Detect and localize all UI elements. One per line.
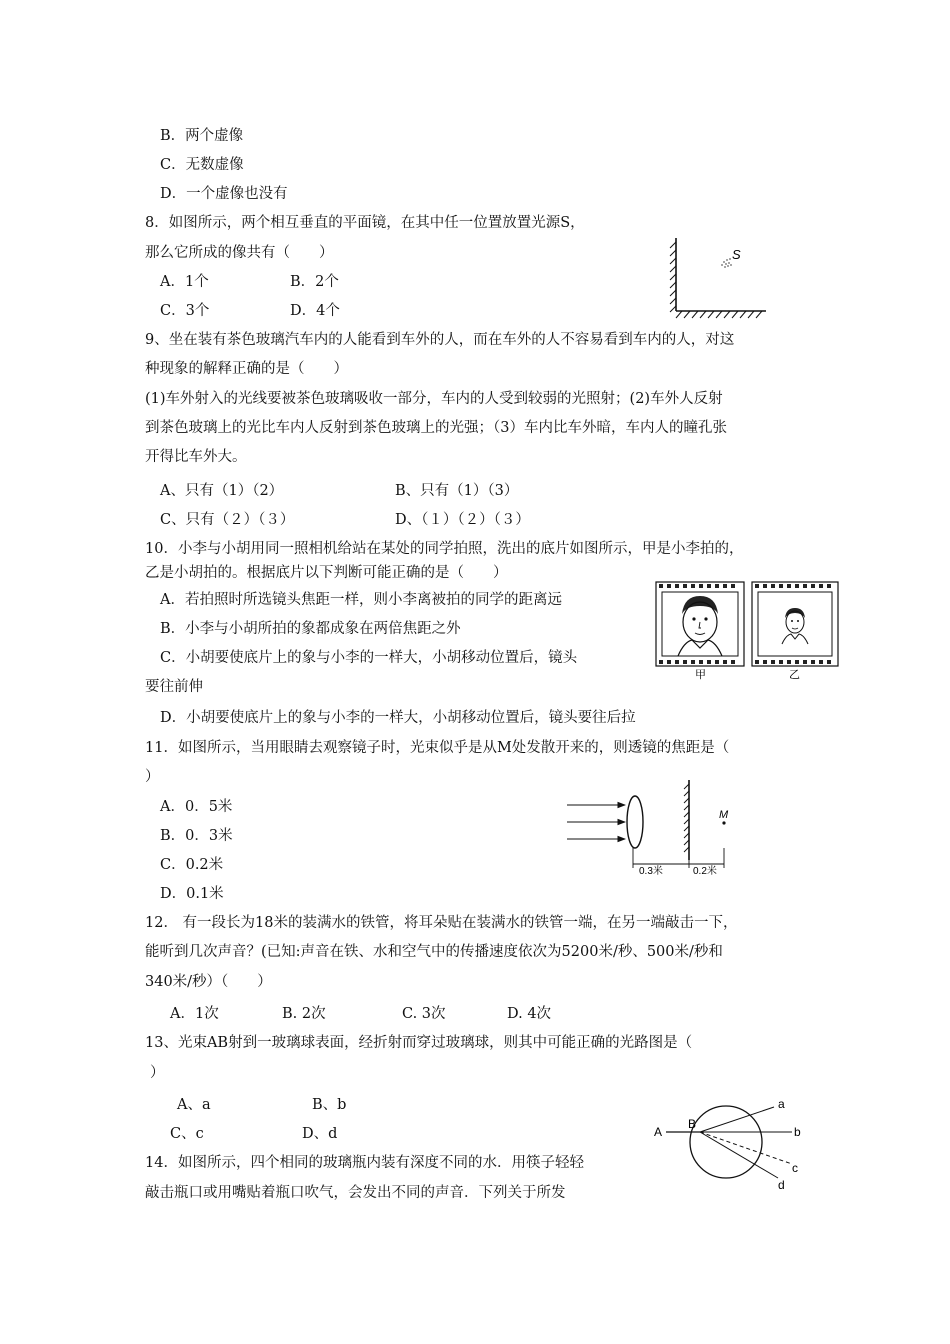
- question-11-line2: ）: [145, 769, 160, 785]
- option-9c: C、只有（２）（３）: [160, 512, 295, 528]
- option-13a: A、a: [177, 1097, 211, 1113]
- option-7c: C．无数虚像: [160, 157, 244, 173]
- option-12d: D. 4次: [507, 1006, 552, 1022]
- question-12-line1: 12． 有一段长为18米的装满水的铁管，将耳朵贴在装满水的铁管一端，在另一端敲击一下，: [145, 915, 738, 931]
- glass-ball-figure: [650, 1096, 806, 1192]
- source-s-label: S: [732, 247, 741, 262]
- option-10c-line1: C．小胡要使底片上的象与小李的一样大，小胡移动位置后，镜头: [160, 650, 578, 666]
- option-9d: D、（１）（２）（３）: [395, 512, 530, 528]
- option-9a: A、只有（1）（2）: [160, 483, 284, 499]
- option-10d: D．小胡要使底片上的象与小李的一样大，小胡移动位置后，镜头要往后拉: [160, 710, 636, 726]
- option-9b: B、只有（1）（3）: [395, 483, 519, 499]
- option-7b: B．两个虚像: [160, 128, 244, 144]
- label-b-point: B: [688, 1117, 697, 1131]
- question-10-line1: 10．小李与小胡用同一照相机给站在某处的同学拍照，洗出的底片如图所示，甲是小李拍的，: [145, 541, 744, 557]
- label-ray-d: d: [778, 1178, 785, 1192]
- question-13-line2: ）: [150, 1065, 165, 1081]
- question-9-line5: 开得比车外大。: [145, 449, 247, 465]
- option-12b: B. 2次: [282, 1006, 326, 1022]
- question-13-line1: 13、光束AB射到一玻璃球表面，经折射而穿过玻璃球，则其中可能正确的光路图是（: [145, 1035, 693, 1051]
- option-8b: B．2个: [290, 274, 339, 290]
- option-10c-line2: 要往前伸: [145, 679, 203, 695]
- option-11b: B．0．3米: [160, 828, 233, 844]
- label-jia: 甲: [695, 669, 706, 680]
- option-11a: A．0．5米: [160, 799, 233, 815]
- option-11d: D．0.1米: [160, 886, 224, 902]
- question-8-line2: 那么它所成的像共有（ ）: [145, 245, 334, 261]
- option-12a: A．1次: [170, 1006, 219, 1022]
- question-12-line3: 340米/秒）（ ）: [145, 974, 272, 990]
- option-7d: D．一个虚像也没有: [160, 186, 288, 202]
- distance-left-label: 0.3米: [639, 866, 663, 877]
- question-12-line2: 能听到几次声音？(已知:声音在铁、水和空气中的传播速度依次为5200米/秒、500米/秒和: [145, 944, 723, 960]
- option-11c: C．0.2米: [160, 857, 224, 873]
- label-a-point: A: [654, 1125, 663, 1139]
- question-9-line4: 到茶色玻璃上的光比车内人反射到茶色玻璃上的光强；（3）车内比车外暗，车内人的瞳孔张: [145, 420, 727, 436]
- label-ray-a: a: [778, 1097, 785, 1111]
- label-ray-c: c: [792, 1161, 798, 1175]
- option-13b: B、b: [312, 1097, 347, 1113]
- point-m-label: M: [719, 809, 729, 821]
- question-9-line2: 种现象的解释正确的是（ ）: [145, 361, 348, 377]
- label-yi: 乙: [789, 669, 800, 680]
- option-13c: C、c: [170, 1126, 204, 1142]
- question-9-line1: 9、坐在装有茶色玻璃汽车内的人能看到车外的人，而在车外的人不容易看到车内的人，对这: [145, 332, 735, 348]
- option-10a: A．若拍照时所选镜头焦距一样，则小李离被拍的同学的距离远: [160, 592, 562, 608]
- option-8d: D．4个: [290, 303, 340, 319]
- question-9-line3: (1)车外射入的光线要被茶色玻璃吸收一部分，车内的人受到较弱的光照射；(2)车外人反射: [145, 391, 723, 407]
- question-14-line2: 敲击瓶口或用嘴贴着瓶口吹气，会发出不同的声音．下列关于所发: [145, 1185, 566, 1201]
- lens-mirror-figure: [565, 778, 745, 878]
- option-10b: B．小李与小胡所拍的象都成象在两倍焦距之外: [160, 621, 461, 637]
- question-11-line1: 11．如图所示，当用眼睛去观察镜子时，光束似乎是从M处发散开来的，则透镜的焦距是（: [145, 740, 730, 756]
- option-8a: A．1个: [160, 274, 209, 290]
- mirror-corner-figure: [668, 234, 768, 324]
- option-8c: C．3个: [160, 303, 210, 319]
- label-ray-b: b: [794, 1125, 801, 1139]
- option-13d: D、d: [302, 1126, 338, 1142]
- distance-right-label: 0.2米: [693, 866, 717, 877]
- question-10-line2: 乙是小胡拍的。根据底片以下判断可能正确的是（ ）: [145, 565, 508, 581]
- option-12c: C. 3次: [402, 1006, 446, 1022]
- film-strip-figure: [654, 578, 840, 680]
- question-14-line1: 14．如图所示，四个相同的玻璃瓶内装有深度不同的水．用筷子轻轻: [145, 1155, 584, 1171]
- question-8-line1: 8．如图所示，两个相互垂直的平面镜，在其中任一位置放置光源S，: [145, 215, 585, 231]
